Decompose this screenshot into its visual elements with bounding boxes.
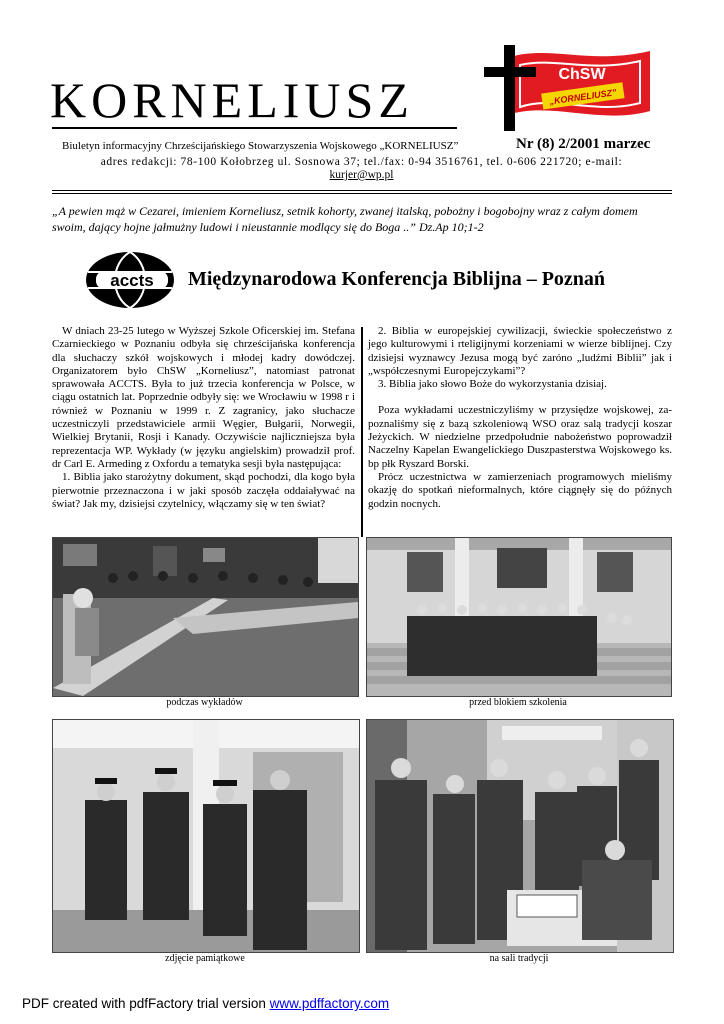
article-paragraph: Poza wykładami uczestniczyliśmy w przysiędze wojskowej, za- poznaliśmy się z bazą szkoleniową WSO oraz salą tradycji koszar Jeżyckich. W niedzielne przedpołudnie nabożeństwo poprowadził Naczelny Kapelan Ewangelickiego Duszpasterstwa Wojskowego ks. bp płk Ryszard Borski.: [368, 404, 672, 470]
article-paragraph: 1. Biblia jako starożytny dokument, skąd pochodzi, dla kogo była pierwotnie przeznaczona i w jaki sposób zaczęła oddaiaływać na świat? Jak my, dzisiejsi czytelnicy, włączamy się w ten świat?: [52, 471, 355, 510]
photo-training-block: [366, 537, 672, 697]
pdf-footer: [22, 996, 389, 1011]
issue-number: Nr (8) 2/2001 marzec: [516, 136, 651, 152]
column-divider: [361, 327, 363, 537]
masthead-title: KORNELIUSZ: [50, 72, 414, 128]
article-column-right: [368, 325, 672, 511]
bulletin-subtitle: Biuletyn informacyjny Chrześcijańskiego Stowarzyszenia Wojskowego „KORNELIUSZ”: [62, 140, 459, 152]
pdffactory-link[interactable]: www.pdffactory.com: [269, 996, 390, 1011]
article-paragraph: 3. Biblia jako słowo Boże do wykorzystania dzisiaj.: [378, 378, 607, 391]
chsw-logo: [480, 45, 652, 131]
accts-logo-text: accts: [110, 271, 154, 290]
photo-tradition-hall: [366, 719, 674, 953]
article-headline: Międzynarodowa Konferencja Biblijna – Poznań: [188, 268, 606, 290]
editorial-address: adres redakcji: 78-100 Kołobrzeg ul. Sosnowa 37; tel./fax: 0-94 3516761, tel. 0-606 221720; e-mail:: [100, 156, 623, 168]
article-paragraph: W dniach 23-25 lutego w Wyższej Szkole Oficerskiej im. Stefana Czarnieckiego w Poznaniu odbyła się chrześcijańska konferencja dla słuchaczy szkół wojskowych i młodej kadry dowódczej. Organizatorem było ChSW „Korneliusz”, natomiast patronat sprawowała ACCTS. Była to już trzecia konferencja w Polsce, w ciągu ostatnich lat. Poprzednie odbyły się: we Wrocławiu w 1998 r i również w Poznaniu w 1999 r. Z zagranicy, jako słuchacze uczestniczyli przedstawiciele armii Węgier, Bułgarii, Norwegii, Wielkiej Brytanii, Rosji i Kanady. Oczywiście najliczniejsza była reprezentacja WP. Wykłady (w języku angielskim) prowadził prof. dr Carl E. Armeding z Oxfordu a tematyka sesji była następująca:: [52, 325, 355, 470]
header-rule: [52, 190, 672, 191]
photo-commemorative: [52, 719, 360, 953]
article-paragraph: 2. Biblia w europejskiej cywilizacji, świeckie społeczeństwo z jego kulturowymi i rteligijnymi korzeniami w wierze biblijnej. Czy dzisiejsi wyznawcy Jezusa mogą być zaróno „ludźmi Biblii” jak i „współczesnymi Europejczykami”?: [368, 325, 672, 377]
accts-logo: [84, 250, 180, 310]
photo-caption: na sali tradycji: [489, 953, 549, 964]
photo-caption: przed blokiem szkolenia: [469, 697, 567, 708]
photo-caption: podczas wykładów: [166, 697, 243, 708]
email-link[interactable]: kurjer@wp.pl: [329, 169, 394, 181]
logo-banner-text: „KORNELIUSZ”: [548, 87, 618, 107]
article-column-left: [52, 325, 355, 511]
photo-caption: zdjęcie pamiątkowe: [165, 953, 245, 964]
photo-lecture: [52, 537, 359, 697]
logo-chsw-text: ChSW: [558, 66, 606, 83]
footer-text: PDF created with pdfFactory trial version: [22, 996, 270, 1011]
article-paragraph: Prócz uczestnictwa w zamierzeniach programowych mieliśmy okazję do spotkań nieformalnych, które ciągnęły się do późnych godzin nocnych.: [368, 470, 672, 510]
bible-quote: „A pewien mąż w Cezarei, imieniem Korneliusz, setnik kohorty, zwanej italską, pobożny i bogobojny wraz z całym domem swoim, dający hojne jałmużny ludowi i nieustannie modlący się do Boga ..” Dz.Ap 10;1-2: [52, 204, 638, 234]
masthead-underline: [52, 127, 457, 129]
header-rule: [52, 193, 672, 194]
